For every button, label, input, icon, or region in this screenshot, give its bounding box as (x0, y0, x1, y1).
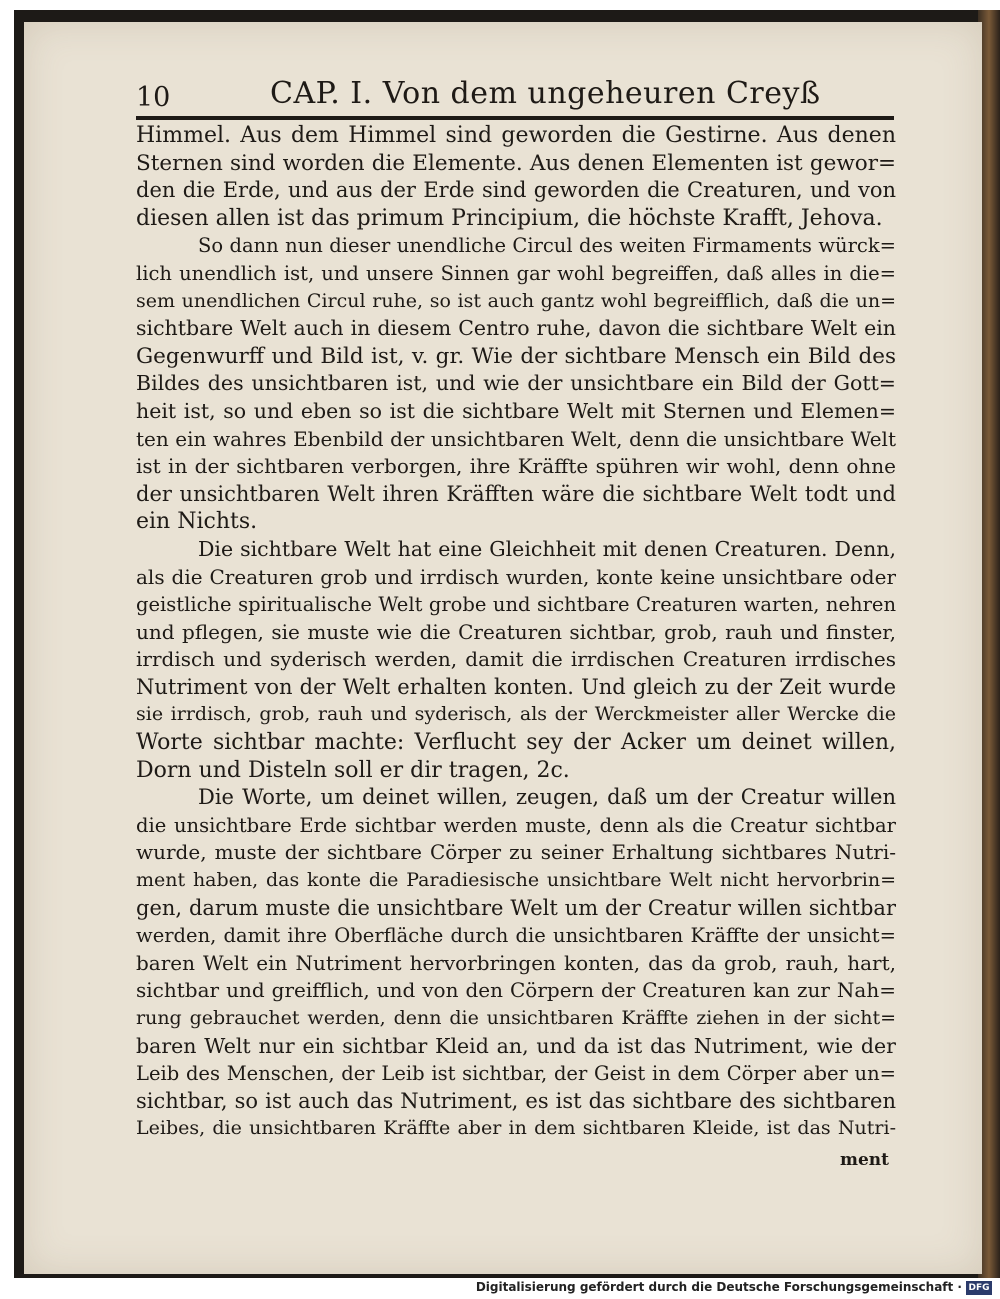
text-line: Nutriment von der Welt erhalten konten. Und gleich zu der Zeit wurde (136, 674, 896, 699)
text-line: werden, damit ihre Oberfläche durch die unsichtbaren Kräffte der unsicht= (136, 924, 896, 948)
text-line: der unsichtbaren Welt ihren Kräfften wäre die sichtbare Welt todt und (136, 481, 896, 506)
text-line: ein Nichts. (136, 509, 258, 535)
text-line: rung gebrauchet werden, denn die unsichtbaren Kräffte ziehen in der sicht= (136, 1007, 896, 1029)
text-line: baren Welt ein Nutriment hervorbringen konten, das da grob, rauh, hart, (136, 950, 896, 975)
text-line: baren Welt nur ein sichtbar Kleid an, und da ist das Nutriment, wie der (136, 1033, 896, 1058)
text-line: heit ist, so und eben so ist die sichtbare Welt mit Sternen und Elemen= (136, 398, 896, 423)
text-line: ment haben, das konte die Paradiesische unsichtbare Welt nicht hervorbrin= (136, 869, 896, 892)
text-line: sichtbar und greifflich, und von den Cörpern der Creaturen kan zur Nah= (136, 978, 896, 1003)
page-number: 10 (136, 82, 171, 113)
text-line: geistliche spiritualische Welt grobe und sichtbare Creaturen warten, nehren (136, 593, 896, 617)
funding-credit: Digitalisierung gefördert durch die Deutsche Forschungsgemeinschaft · (475, 1280, 962, 1294)
text-line: Worte sichtbar machte: Verflucht sey der Acker um deinet willen, (136, 730, 896, 756)
dfg-logo: DFG (966, 1281, 992, 1295)
text-line: den die Erde, und aus der Erde sind geworden die Creaturen, und von (136, 178, 896, 203)
text-line: die unsichtbare Erde sichtbar werden muste, denn als die Creatur sichtbar (136, 813, 896, 837)
text-line: als die Creaturen grob und irrdisch wurden, konte keine unsichtbare oder (136, 564, 896, 589)
paragraph-start-line: So dann nun dieser unendliche Circul des weiten Firmaments würck= (198, 234, 896, 258)
page-header (136, 76, 894, 116)
text-line: sie irrdisch, grob, rauh und syderisch, als der Werckmeister aller Wercke die (136, 703, 896, 726)
text-line: lich unendlich ist, und unsere Sinnen gar wohl begreiffen, daß alles in die= (136, 261, 896, 285)
paragraph-start-line: Die sichtbare Welt hat eine Gleichheit mit denen Creaturen. Denn, (198, 536, 896, 561)
text-line: Sternen sind worden die Elemente. Aus denen Elementen ist gewor= (136, 150, 896, 176)
digitization-footer (0, 1279, 1000, 1299)
text-line: irrdisch und syderisch werden, damit die irrdischen Creaturen irrdisches (136, 647, 896, 672)
text-line: ten ein wahres Ebenbild der unsichtbaren Welt, denn die unsichtbare Welt (136, 426, 896, 451)
text-line: Leib des Menschen, der Leib ist sichtbar, der Geist in dem Cörper aber un= (136, 1062, 896, 1086)
text-line: Himmel. Aus dem Himmel sind geworden die Gestirne. Aus denen (136, 123, 896, 148)
body-text (136, 122, 896, 1143)
text-line: Leibes, die unsichtbaren Kräffte aber in dem sichtbaren Kleide, ist das Nutri- (136, 1117, 896, 1140)
text-line: und pflegen, sie muste wie die Creaturen sichtbar, grob, rauh und finster, (136, 619, 896, 644)
header-rule (136, 116, 894, 120)
text-line: sem unendlichen Circul ruhe, so ist auch gantz wohl begreifflich, daß die un= (136, 289, 896, 312)
text-line: gen, darum muste die unsichtbare Welt um der Creatur willen sichtbar (136, 895, 896, 920)
text-line: Dorn und Disteln soll er dir tragen, 2c. (136, 757, 570, 783)
text-line: sichtbare Welt auch in diesem Centro ruhe, davon die sichtbare Welt ein (136, 316, 896, 341)
text-line: diesen allen ist das primum Principium, die höchste Krafft, Jehova. (136, 205, 883, 231)
text-line: Bildes des unsichtbaren ist, und wie der unsichtbare ein Bild der Gott= (136, 371, 896, 396)
text-line: wurde, muste der sichtbare Cörper zu seiner Erhaltung sichtbares Nutri- (136, 840, 896, 865)
running-title: CAP. I. Von dem ungeheuren Creyß (270, 76, 821, 111)
text-line: Gegenwurff und Bild ist, v. gr. Wie der sichtbare Mensch ein Bild des (136, 343, 896, 369)
catchword: ment (840, 1150, 890, 1170)
paragraph-start-line: Die Worte, um deinet willen, zeugen, daß um der Creatur willen (198, 785, 896, 810)
text-line: ist in der sichtbaren verborgen, ihre Kräffte spühren wir wohl, denn ohne (136, 454, 896, 479)
text-line: sichtbar, so ist auch das Nutriment, es ist das sichtbare des sichtbaren (136, 1088, 896, 1113)
